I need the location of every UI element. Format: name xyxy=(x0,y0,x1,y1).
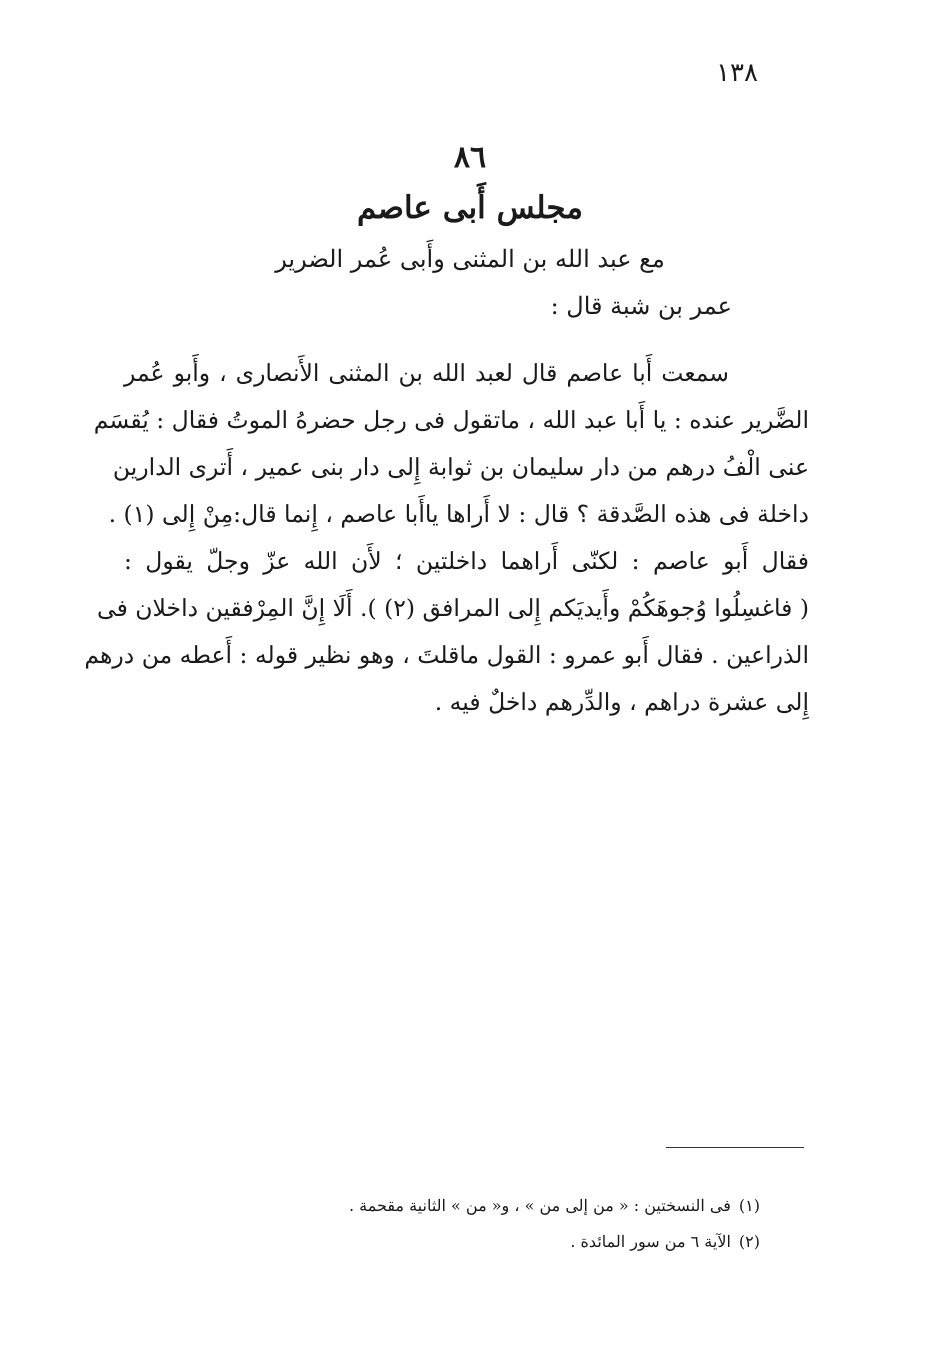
body-line: عنى الْفُ درهم من دار سليمان بن ثوابة إِلى دار بنى عمير ، أَترى الدارين xyxy=(112,453,809,481)
section-number: ٨٦ xyxy=(453,140,487,175)
footnote-text: الآية ٦ من سور المائدة . xyxy=(570,1232,731,1251)
body-paragraph xyxy=(84,350,809,726)
footnote-item xyxy=(200,1224,760,1260)
narrator-line: عمر بن شبة قال : xyxy=(550,292,732,320)
footnote-number: (١) xyxy=(738,1196,760,1215)
body-line: الذراعين . فقال أَبو عمرو : القول ماقلتَ ، وهو نظير قوله : أَعطه من درهم xyxy=(84,641,809,669)
body-line: سمعت أَبا عاصم قال لعبد الله بن المثنى الأَنصارى ، وأَبو عُمر xyxy=(124,359,729,387)
footnote-text: فى النسختين : « من إلى من » ، و« من » الثانية مقحمة . xyxy=(349,1196,731,1215)
footnotes xyxy=(200,1188,760,1260)
body-line: إِلى عشرة دراهم ، والدِّرهم داخلٌ فيه . xyxy=(434,688,809,716)
footnote-divider xyxy=(666,1147,804,1148)
body-line: ( فاغسِلُوا وُجوهَكُمْ وأَيديَكم إِلى المرافق (٢) ). أَلَا إِنَّ المِرْفقين داخلان فى xyxy=(96,594,809,622)
page-number: ١٣٨ xyxy=(716,58,758,88)
chapter-subtitle: مع عبد الله بن المثنى وأَبى عُمر الضرير xyxy=(275,245,665,273)
footnote-item xyxy=(200,1188,760,1224)
body-line: داخلة فى هذه الصَّدقة ؟ قال : لا أَراها ياأَبا عاصم ، إِنما قال:مِنْ إِلى (١) . xyxy=(108,500,809,528)
body-line: الضَّرير عنده : يا أَبا عبد الله ، ماتقول فى رجل حضرهُ الموتُ فقال : يُقسَم xyxy=(93,406,809,434)
chapter-title: مجلس أَبى عاصم xyxy=(357,190,583,226)
body-line: فقال أَبو عاصم : لكنّى أَراهما داخلتين ؛ لأَن الله عزّ وجلّ يقول : xyxy=(124,547,809,575)
footnote-number: (٢) xyxy=(738,1232,760,1251)
